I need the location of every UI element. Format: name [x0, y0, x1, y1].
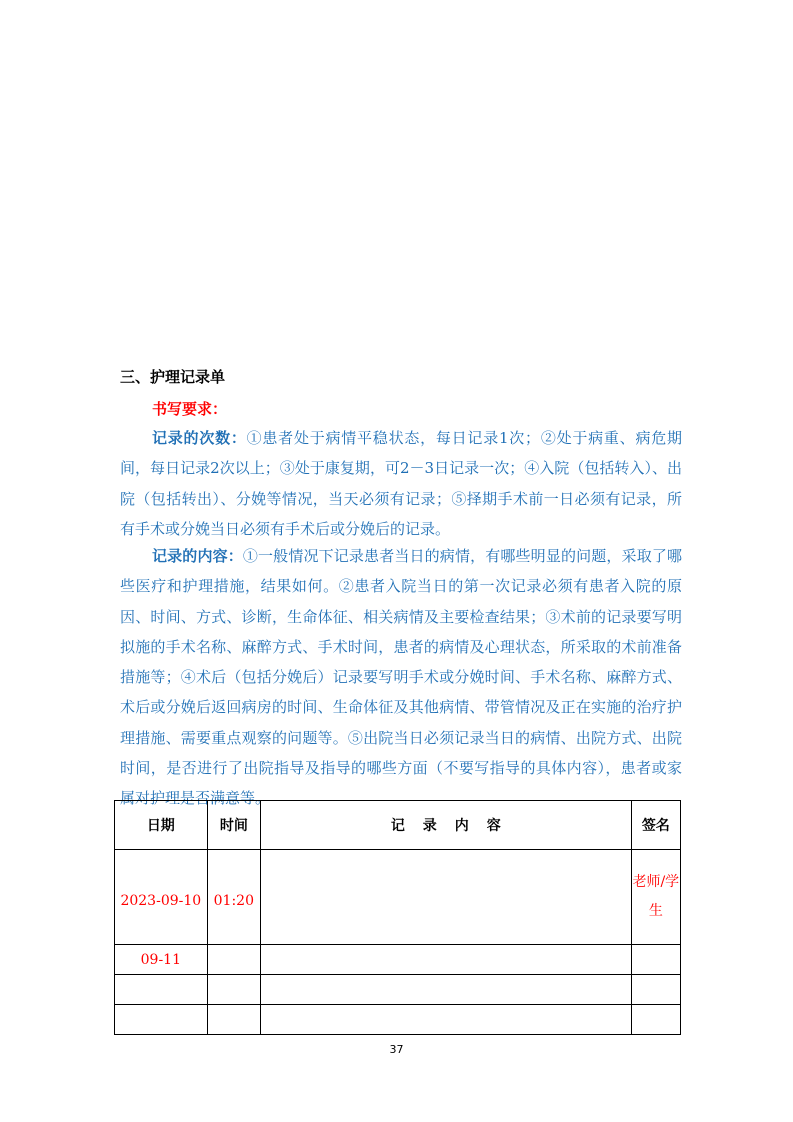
cell-signature[interactable]: 老师/学生: [631, 850, 680, 945]
cell-time[interactable]: [207, 945, 260, 975]
header-content: 记录内容: [261, 801, 632, 850]
page-number: 37: [389, 1043, 404, 1056]
cell-signature[interactable]: [631, 975, 680, 1005]
paragraph-record-frequency: [120, 423, 682, 544]
table-row: [115, 850, 681, 945]
cell-date[interactable]: 2023-09-10: [115, 850, 208, 945]
cell-time[interactable]: [207, 975, 260, 1005]
cell-date[interactable]: [115, 975, 208, 1005]
cell-time[interactable]: 01:20: [207, 850, 260, 945]
cell-content[interactable]: [261, 850, 632, 945]
cell-date[interactable]: [115, 1005, 208, 1035]
cell-content[interactable]: [261, 1005, 632, 1035]
nursing-record-table: [114, 800, 681, 1035]
header-time: 时间: [207, 801, 260, 850]
table-row: [115, 975, 681, 1005]
paragraph-lead: 记录的次数：: [152, 429, 247, 447]
header-date: 日期: [115, 801, 208, 850]
paragraph-record-content: [120, 541, 682, 814]
paragraph-text: ①患者处于病情平稳状态，每日记录1次；②处于病重、病危期间，每日记录2次以上；③处于康复期，可2－3日记录一次；④入院（包括转入）、出院（包括转出）、分娩等情况，当天必须有记录；⑤择期手术前一日必须有记录，所有手术或分娩当日必须有手术后或分娩后的记录。: [120, 429, 682, 538]
cell-content[interactable]: [261, 975, 632, 1005]
cell-signature[interactable]: [631, 945, 680, 975]
paragraph-lead: 记录的内容：: [152, 547, 243, 565]
section-title: 三、护理记录单: [120, 368, 226, 386]
table-row: [115, 945, 681, 975]
table-row: [115, 1005, 681, 1035]
cell-date[interactable]: 09-11: [115, 945, 208, 975]
cell-signature[interactable]: [631, 1005, 680, 1035]
header-signature: 签名: [631, 801, 680, 850]
cell-time[interactable]: [207, 1005, 260, 1035]
table-header-row: [115, 801, 681, 850]
paragraph-text: ①一般情况下记录患者当日的病情，有哪些明显的问题，采取了哪些医疗和护理措施，结果如何。②患者入院当日的第一次记录必须有患者入院的原因、时间、方式、诊断，生命体征、相关病情及主要检查结果；③术前的记录要写明拟施的手术名称、麻醉方式、手术时间，患者的病情及心理状态，所采取的术前准备措施等；④术后（包括分娩后）记录要写明手术或分娩时间、手术名称、麻醉方式、术后或分娩后返回病房的时间、生命体征及其他病情、带管情况及正在实施的治疗护理措施、需要重点观察的问题等。⑤出院当日必须记录当日的病情、出院方式、出院时间，是否进行了出院指导及指导的哪些方面（不要写指导的具体内容），患者或家属对护理是否满意等。: [120, 547, 682, 808]
cell-content[interactable]: [261, 945, 632, 975]
requirements-title: 书写要求：: [152, 400, 228, 418]
